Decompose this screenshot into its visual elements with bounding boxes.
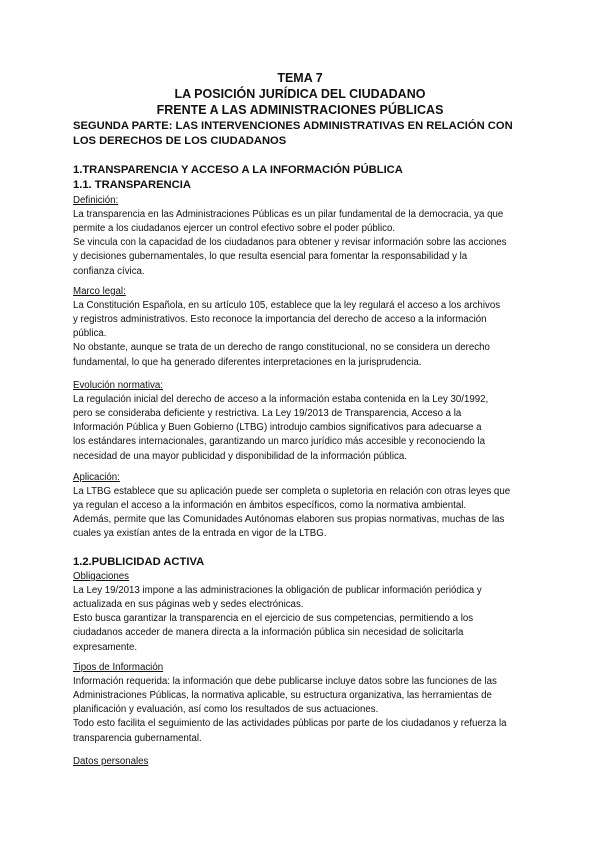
paragraph-line: y decisiones gubernamentales, lo que resulta esencial para fomentar la responsabilidad y la [73,251,468,263]
doc-subtitle-line-2: LOS DERECHOS DE LOS CIUDADANOS [73,135,287,147]
subsection-heading: Obligaciones [73,571,130,582]
paragraph-line: pero se consideraba deficiente y restrictiva. La Ley 19/2013 de Transparencia, Acceso a la [73,408,462,420]
subsection-heading: Aplicación: [73,472,120,483]
paragraph-line: ya regulan el acceso a la información en ámbitos específicos, como la normativa ambiental. [73,500,467,512]
paragraph-line: transparencia gubernamental. [73,732,202,744]
paragraph-line: La Ley 19/2013 impone a las administraciones la obligación de publicar información periódica y [73,585,482,597]
paragraph-line: Esto busca garantizar la transparencia en el ejercicio de sus competencias, permitiendo a los [73,613,474,625]
doc-subtitle-line-1: SEGUNDA PARTE: LAS INTERVENCIONES ADMINISTRATIVAS EN RELACIÓN CON [73,120,513,132]
subsection-heading: Definición: [73,195,119,206]
section-heading-1-1: 1.1. TRANSPARENCIA [73,179,191,191]
paragraph-line: y registros administrativos. Esto reconoce la importancia del derecho de acceso a la información [73,314,487,326]
section-heading-1-2: 1.2.PUBLICIDAD ACTIVA [73,556,205,568]
doc-title-line-1: TEMA 7 [277,71,323,85]
paragraph-line: confianza cívica. [73,265,145,277]
subsection-heading: Evolución normativa: [73,380,163,391]
paragraph-line: cuales ya existían antes de la entrada en vigor de la LTBG. [73,528,327,540]
paragraph-line: Todo esto facilita el seguimiento de las actividades públicas por parte de los ciudadanos y refuerza la [73,718,507,730]
paragraph-line: Administraciones Públicas, la normativa aplicable, su estructura organizativa, las herramientas de [73,690,492,702]
doc-title-line-3: FRENTE A LAS ADMINISTRACIONES PÚBLICAS [156,103,444,117]
subsection-heading: Tipos de Información [73,662,164,673]
paragraph-line: expresamente. [73,641,138,653]
paragraph-line: Información requerida: la información que debe publicarse incluye datos sobre las funciones de las [73,676,497,688]
doc-title-line-2: LA POSICIÓN JURÍDICA DEL CIUDADANO [174,87,426,101]
paragraph-line: La transparencia en las Administraciones Públicas es un pilar fundamental de la democracia, ya que [73,209,504,221]
subsection-heading: Datos personales [73,756,149,767]
subsection-heading: Marco legal: [73,286,126,297]
paragraph-line: permite a los ciudadanos ejercer un control efectivo sobre el poder público. [73,223,396,235]
paragraph-line: fundamental, lo que ha generado diferentes interpretaciones en la jurisprudencia. [73,356,422,368]
paragraph-line: planificación y evaluación, así como los resultados de sus actuaciones. [73,704,379,716]
paragraph-line: No obstante, aunque se trata de un derecho de rango constitucional, no se considera un derecho [73,342,490,354]
paragraph-line: Se vincula con la capacidad de los ciudadanos para obtener y revisar información sobre las acciones [73,237,507,249]
paragraph-line: necesidad de una mayor publicidad y disponibilidad de la información pública. [73,450,407,462]
paragraph-line: La LTBG establece que su aplicación puede ser completa o supletoria en relación con otras leyes que [73,486,511,498]
paragraph-line: ciudadanos acceder de manera directa a la información pública sin necesidad de solicitarla [73,627,464,639]
paragraph-line: Además, permite que las Comunidades Autónomas elaboren sus propias normativas, muchas de las [73,514,505,526]
paragraph-line: La Constitución Española, en su artículo 105, establece que la ley regulará el acceso a los archivos [73,300,501,312]
paragraph-line: Información Pública y Buen Gobierno (LTBG) introdujo cambios significativos para adecuarse a [73,422,482,434]
section-heading-1: 1.TRANSPARENCIA Y ACCESO A LA INFORMACIÓN PÚBLICA [73,164,403,176]
paragraph-line: los estándares internacionales, garantizando un marco jurídico más accesible y reconociendo la [73,436,485,448]
paragraph-line: pública. [73,328,107,340]
paragraph-line: La regulación inicial del derecho de acceso a la información estaba contenida en la Ley 30/1992, [73,394,489,406]
paragraph-line: actualizada en sus páginas web y sedes electrónicas. [73,599,304,611]
